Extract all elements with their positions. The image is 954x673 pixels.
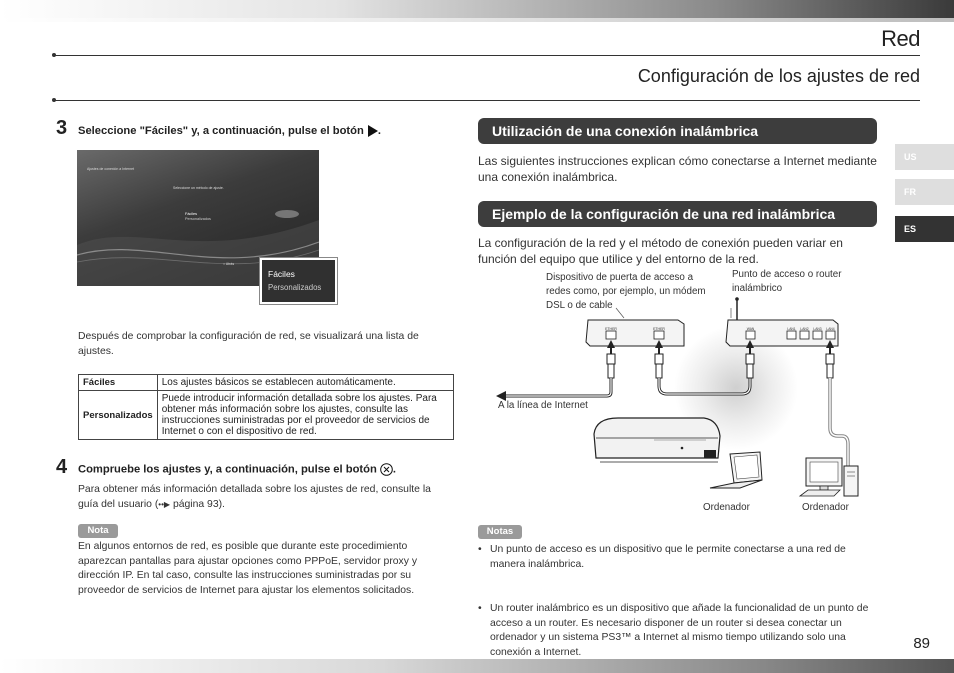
para-wireless-example: La configuración de la red y el método de conexión pueden variar en función del equipo que utilice y del entorno de la red. [478,236,843,266]
table-row [79,391,454,440]
step-4-body-ref: página 93). [172,498,225,510]
step-4-body-text: Para obtener más información detallada sobre los ajustes de red, consulte la guía del usuario ( [78,484,431,510]
step-3-text: Seleccione "Fáciles" y, a continuación, pulse el botón [78,125,364,137]
table-key: Fáciles [79,375,158,391]
router-port-label: WAN [746,327,755,331]
page-reference-icon: ••▶ [158,499,171,509]
callout-option-custom[interactable]: Personalizados [268,283,322,292]
chapter-title: Red [881,26,920,51]
notes-label: Notas [478,525,522,539]
screen-option-custom[interactable]: Personalizados [185,217,211,221]
modem-label: Dispositivo de puerta de acceso a redes como, por ejemplo, un módem DSL o de cable [546,272,706,311]
tab-lang-us[interactable]: US [895,144,954,170]
internet-cable [496,354,615,401]
laptop-label: Ordenador [703,502,750,513]
router-port-label: LAN4 [826,327,835,331]
table-row [79,375,454,391]
table-value: Los ajustes básicos se establecen automáticamente. [157,375,453,391]
step-4-text: Compruebe los ajustes y, a continuación, pulse el botón [78,463,377,476]
step-3-period: . [377,125,382,137]
router-label: Punto de acceso o router inalámbrico [732,269,842,294]
modem-port-label: ETHER [605,327,617,331]
section-title: Configuración de los ajustes de red [637,66,920,86]
right-arrow-button-icon [367,125,378,137]
tab-lang-fr[interactable]: FR [895,179,954,205]
screen-option-easy[interactable]: Fáciles [185,212,198,216]
note-item: • Un punto de acceso es un dispositivo que le permite conectarse a una red de manera inalámbrica. [478,543,878,572]
router-port-label: LAN1 [787,327,796,331]
step-4-number: 4 [56,456,68,478]
wireless-network-diagram [478,290,878,502]
heading-wireless-example: Ejemplo de la configuración de una red inalámbrica [478,201,877,227]
header-gradient-bar [0,0,954,18]
note-text: En algunos entornos de red, es posible que durante este procedimiento aparezcan pantallas para ajustar opciones como PPPoE, servidor proxy y dirección IP. En tal caso, consulte las instrucciones suministradas por su proveedor de servicios de Internet para ajustar los elementos solicitados. [78,541,418,596]
step-4-instruction [78,463,458,476]
para-wireless: Las siguientes instrucciones explican cómo conectarse a Internet mediante una conexión inalámbrica. [478,154,877,184]
router-desktop-cable [826,354,848,466]
desktop-label: Ordenador [802,502,849,513]
header-gradient-strip [0,18,954,22]
internet-label: A la línea de Internet [498,400,588,411]
cross-button-icon [380,463,393,476]
router-port-label: LAN3 [813,327,822,331]
ps3-console-icon [594,418,720,462]
screen-back-label: Atrás [225,262,235,266]
header-rule [54,55,920,56]
note-label: Nota [78,524,118,538]
router-port-label: LAN2 [800,327,809,331]
step-4-body [78,483,454,512]
table-value: Puede introducir información detallada sobre los ajustes. Para obtener más información sobre los ajustes, consulte las instrucciones suministradas por el proveedor de servicios de Internet o con el dispositivo de red. [157,391,453,440]
modem-port-label: ETHER [653,327,665,331]
note-item: • Un router inalámbrico es un dispositivo que añade la funcionalidad de un punto de acceso a un router. Es necesario disponer de un router si desea conectar un ordenador y un sistema PS3™ a Internet al mismo tiempo utilizando solo una conexión a Internet. [478,602,878,660]
step-3-after-text: Después de comprobar la configuración de red, se visualizará una lista de ajustes. [78,331,419,357]
step-3-instruction [78,125,458,137]
router-icon [726,297,838,346]
step-4-period: . [392,463,397,476]
section-rule [54,100,920,101]
heading-wireless: Utilización de una conexión inalámbrica [478,118,877,144]
step-3-number: 3 [56,117,68,139]
screen-back[interactable]: ○ Atrás [223,262,235,266]
callout-option-easy[interactable]: Fáciles [268,269,295,279]
footer-gradient-bar [0,659,954,673]
screen-title: Ajustes de conexión a Internet [87,167,135,171]
modem-icon [586,320,684,346]
screen-prompt: Seleccione un método de ajuste. [173,186,224,190]
option-callout [260,258,337,304]
table-key: Personalizados [79,391,158,440]
settings-table [78,374,454,440]
tab-lang-es[interactable]: ES [895,216,954,242]
page-number: 89 [913,635,930,652]
